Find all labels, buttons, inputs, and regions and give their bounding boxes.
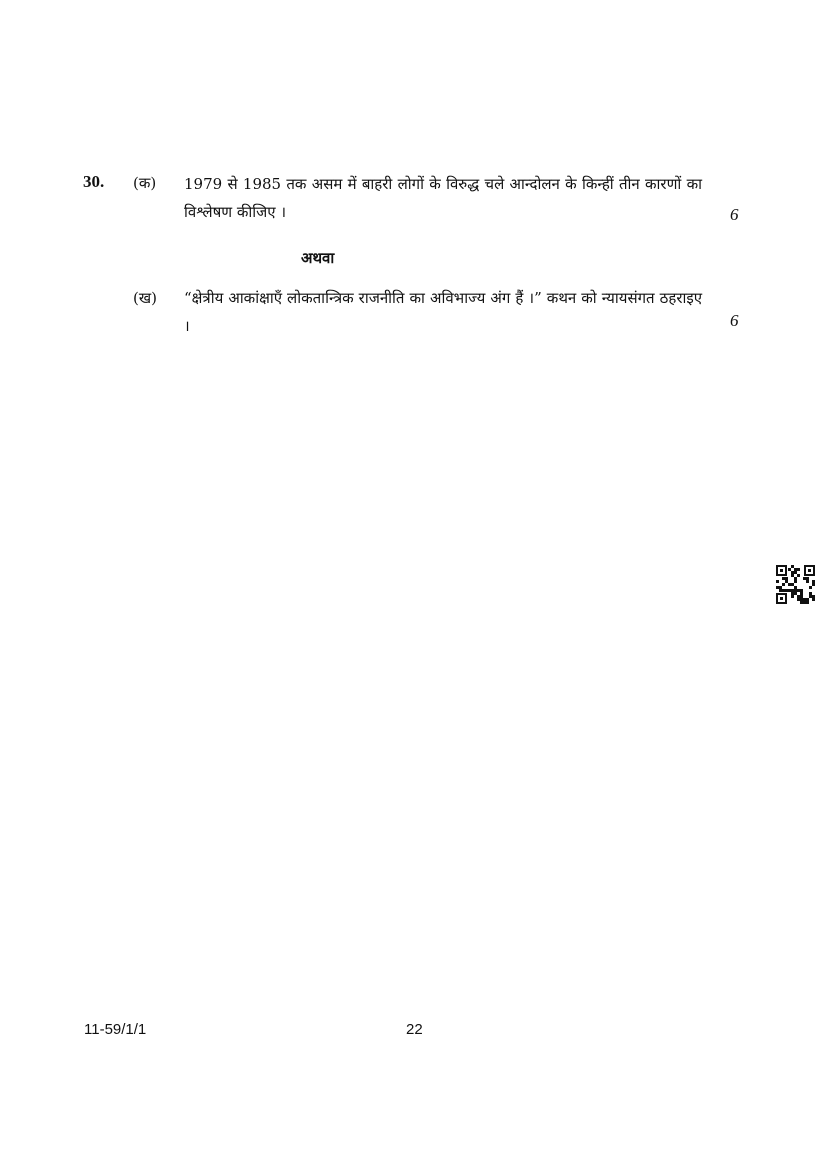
qr-code-icon — [776, 565, 815, 604]
or-separator: अथवा — [301, 249, 335, 267]
page-number: 22 — [406, 1021, 423, 1038]
paper-code: 11-59/1/1 — [84, 1021, 147, 1038]
part-a-text: 1979 से 1985 तक असम में बाहरी लोगों के विरुद्ध चले आन्दोलन के किन्हीं तीन कारणों का विश्लेषण कीजिए । — [184, 175, 702, 221]
part-b-text: “क्षेत्रीय आकांक्षाएँ लोकतान्त्रिक राजनीति का अविभाज्य अंग हैं ।” कथन को न्यायसंगत ठहराइए । — [184, 289, 702, 335]
part-b-marks: 6 — [730, 311, 739, 330]
question-number: 30. — [83, 172, 105, 191]
part-a-marks: 6 — [730, 205, 739, 224]
part-b-label: (ख) — [133, 289, 157, 307]
part-a-label: (क) — [133, 174, 157, 192]
